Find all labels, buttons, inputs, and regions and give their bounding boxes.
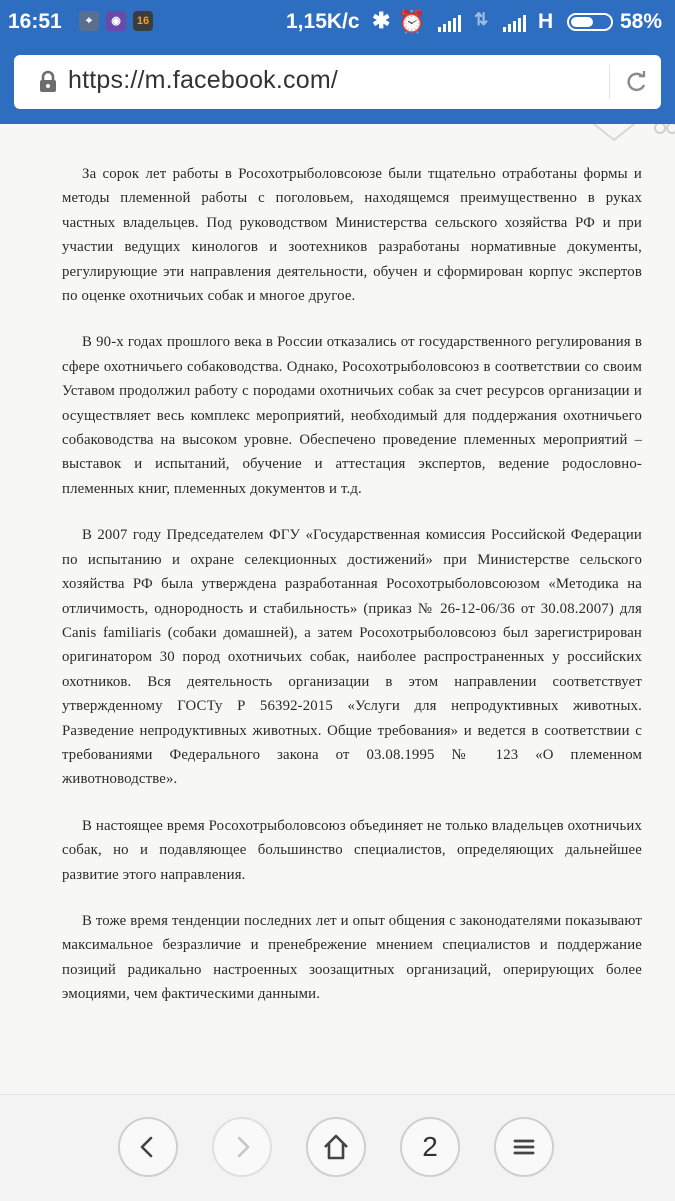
document-paragraph-2: В 90-х годах прошлого века в России отказались от государственного регулирования в сфере охотничьего собаководства. Однако, Росохотрыболовсоюз в соответствии со своим Уставом продолжил работу с породами охотничьих собак за счет ресурсов организации и осуществляет весь комплекс мероприятий, необходимый для поддержания охотничьего собаководства на высоком уровне. Обеспечено проведение племенных мероприятий – выставок и испытаний, обучение и аттестация экспертов, ведение родословно-племенных книг, племенных документов и т.д. [62, 334, 642, 497]
home-icon [321, 1132, 351, 1162]
notification-icon-2: ◉ [106, 11, 126, 31]
lock-icon [36, 70, 60, 94]
status-bar [0, 0, 675, 46]
back-arrow-icon [135, 1134, 161, 1160]
browser-bottom-nav [0, 1094, 675, 1201]
alarm-icon: ⏰ [398, 9, 426, 34]
battery-percent: 58% [620, 10, 663, 33]
reload-button[interactable] [609, 65, 654, 99]
home-button[interactable] [306, 1117, 366, 1177]
url-text[interactable]: https://m.facebook.com/ [68, 66, 338, 94]
address-bar[interactable] [14, 55, 661, 109]
battery-icon [567, 13, 613, 31]
document-paragraph-1: За сорок лет работы в Росохотрыболовсоюзе были тщательно отработаны формы и методы племенной работы с поголовьем, находящемся преимущественно в руках частных владельцев. Под руководством Министерства сельского хозяйства РФ и при участии ведущих кинологов и зоотехников разработаны нормативные документы, регулирующие эти направления деятельности, обучен и сформирован корпус экспертов по оценке охотничьих собак и многое другое. [62, 166, 642, 305]
back-button[interactable] [118, 1117, 178, 1177]
menu-button[interactable] [494, 1117, 554, 1177]
signal-strength-icon-2 [503, 14, 529, 32]
network-type: H [538, 10, 554, 33]
status-time: 16:51 [8, 10, 62, 33]
tab-count: 2 [422, 1131, 438, 1162]
menu-icon [510, 1133, 538, 1161]
signal-strength-icon [438, 14, 464, 32]
battery-level [571, 17, 593, 27]
document-text [62, 162, 642, 1029]
page-content [0, 124, 675, 1094]
reload-icon [620, 65, 654, 99]
tabs-button[interactable] [400, 1117, 460, 1177]
notification-icon-1: ⌖ [79, 11, 99, 31]
bluetooth-icon: ✱ [372, 8, 391, 33]
notification-icon-3: 16 [133, 11, 153, 31]
document-paragraph-5: В тоже время тенденции последних лет и опыт общения с законодателями показывают максимальное безразличие и пренебрежение мнением специалистов и поддержание позиций радикально настроенных зоозащитных организаций, оперирующих более эмоциями, чем фактическими данными. [62, 912, 642, 1003]
browser-toolbar [0, 46, 675, 124]
document-paragraph-4: В настоящее время Росохотрыболовсоюз объединяет не только владельцев охотничьих собак, но и подавляющее большинство специалистов, определяющих дальнейшее развитие этого направления. [62, 817, 642, 883]
document-paragraph-3: В 2007 году Председателем ФГУ «Государственная комиссия Российской Федерации по испытанию и охране селекционных достижений» при Министерстве сельского хозяйства РФ была утверждена разработанная Росохотрыболовсоюзом «Методика на отличимость, однородность и стабильность» (приказ № 26-12-06/36 от 30.08.2007) для Canis familiaris (собаки домашней), а затем Росохотрыболовсоюз был зарегистрирован оригинатором 30 пород охотничьих собак, наиболее распространенных у российских охотников. Вся деятельность организации в этом направлении соответствует утвержденному ГОСТу Р 56392-2015 «Услуги для непродуктивных животных. Разведение непродуктивных животных. Общие требования» и ведется в соответствии с требованиями Федерального закона от 03.08.1995 № 123 «О племенном животноводстве». [62, 527, 642, 788]
network-speed: 1,15K/c [286, 10, 360, 33]
forward-arrow-icon [229, 1134, 255, 1160]
data-transfer-icon: ⇅ [474, 10, 489, 29]
page-corner-decoration [580, 124, 675, 148]
forward-button[interactable] [212, 1117, 272, 1177]
